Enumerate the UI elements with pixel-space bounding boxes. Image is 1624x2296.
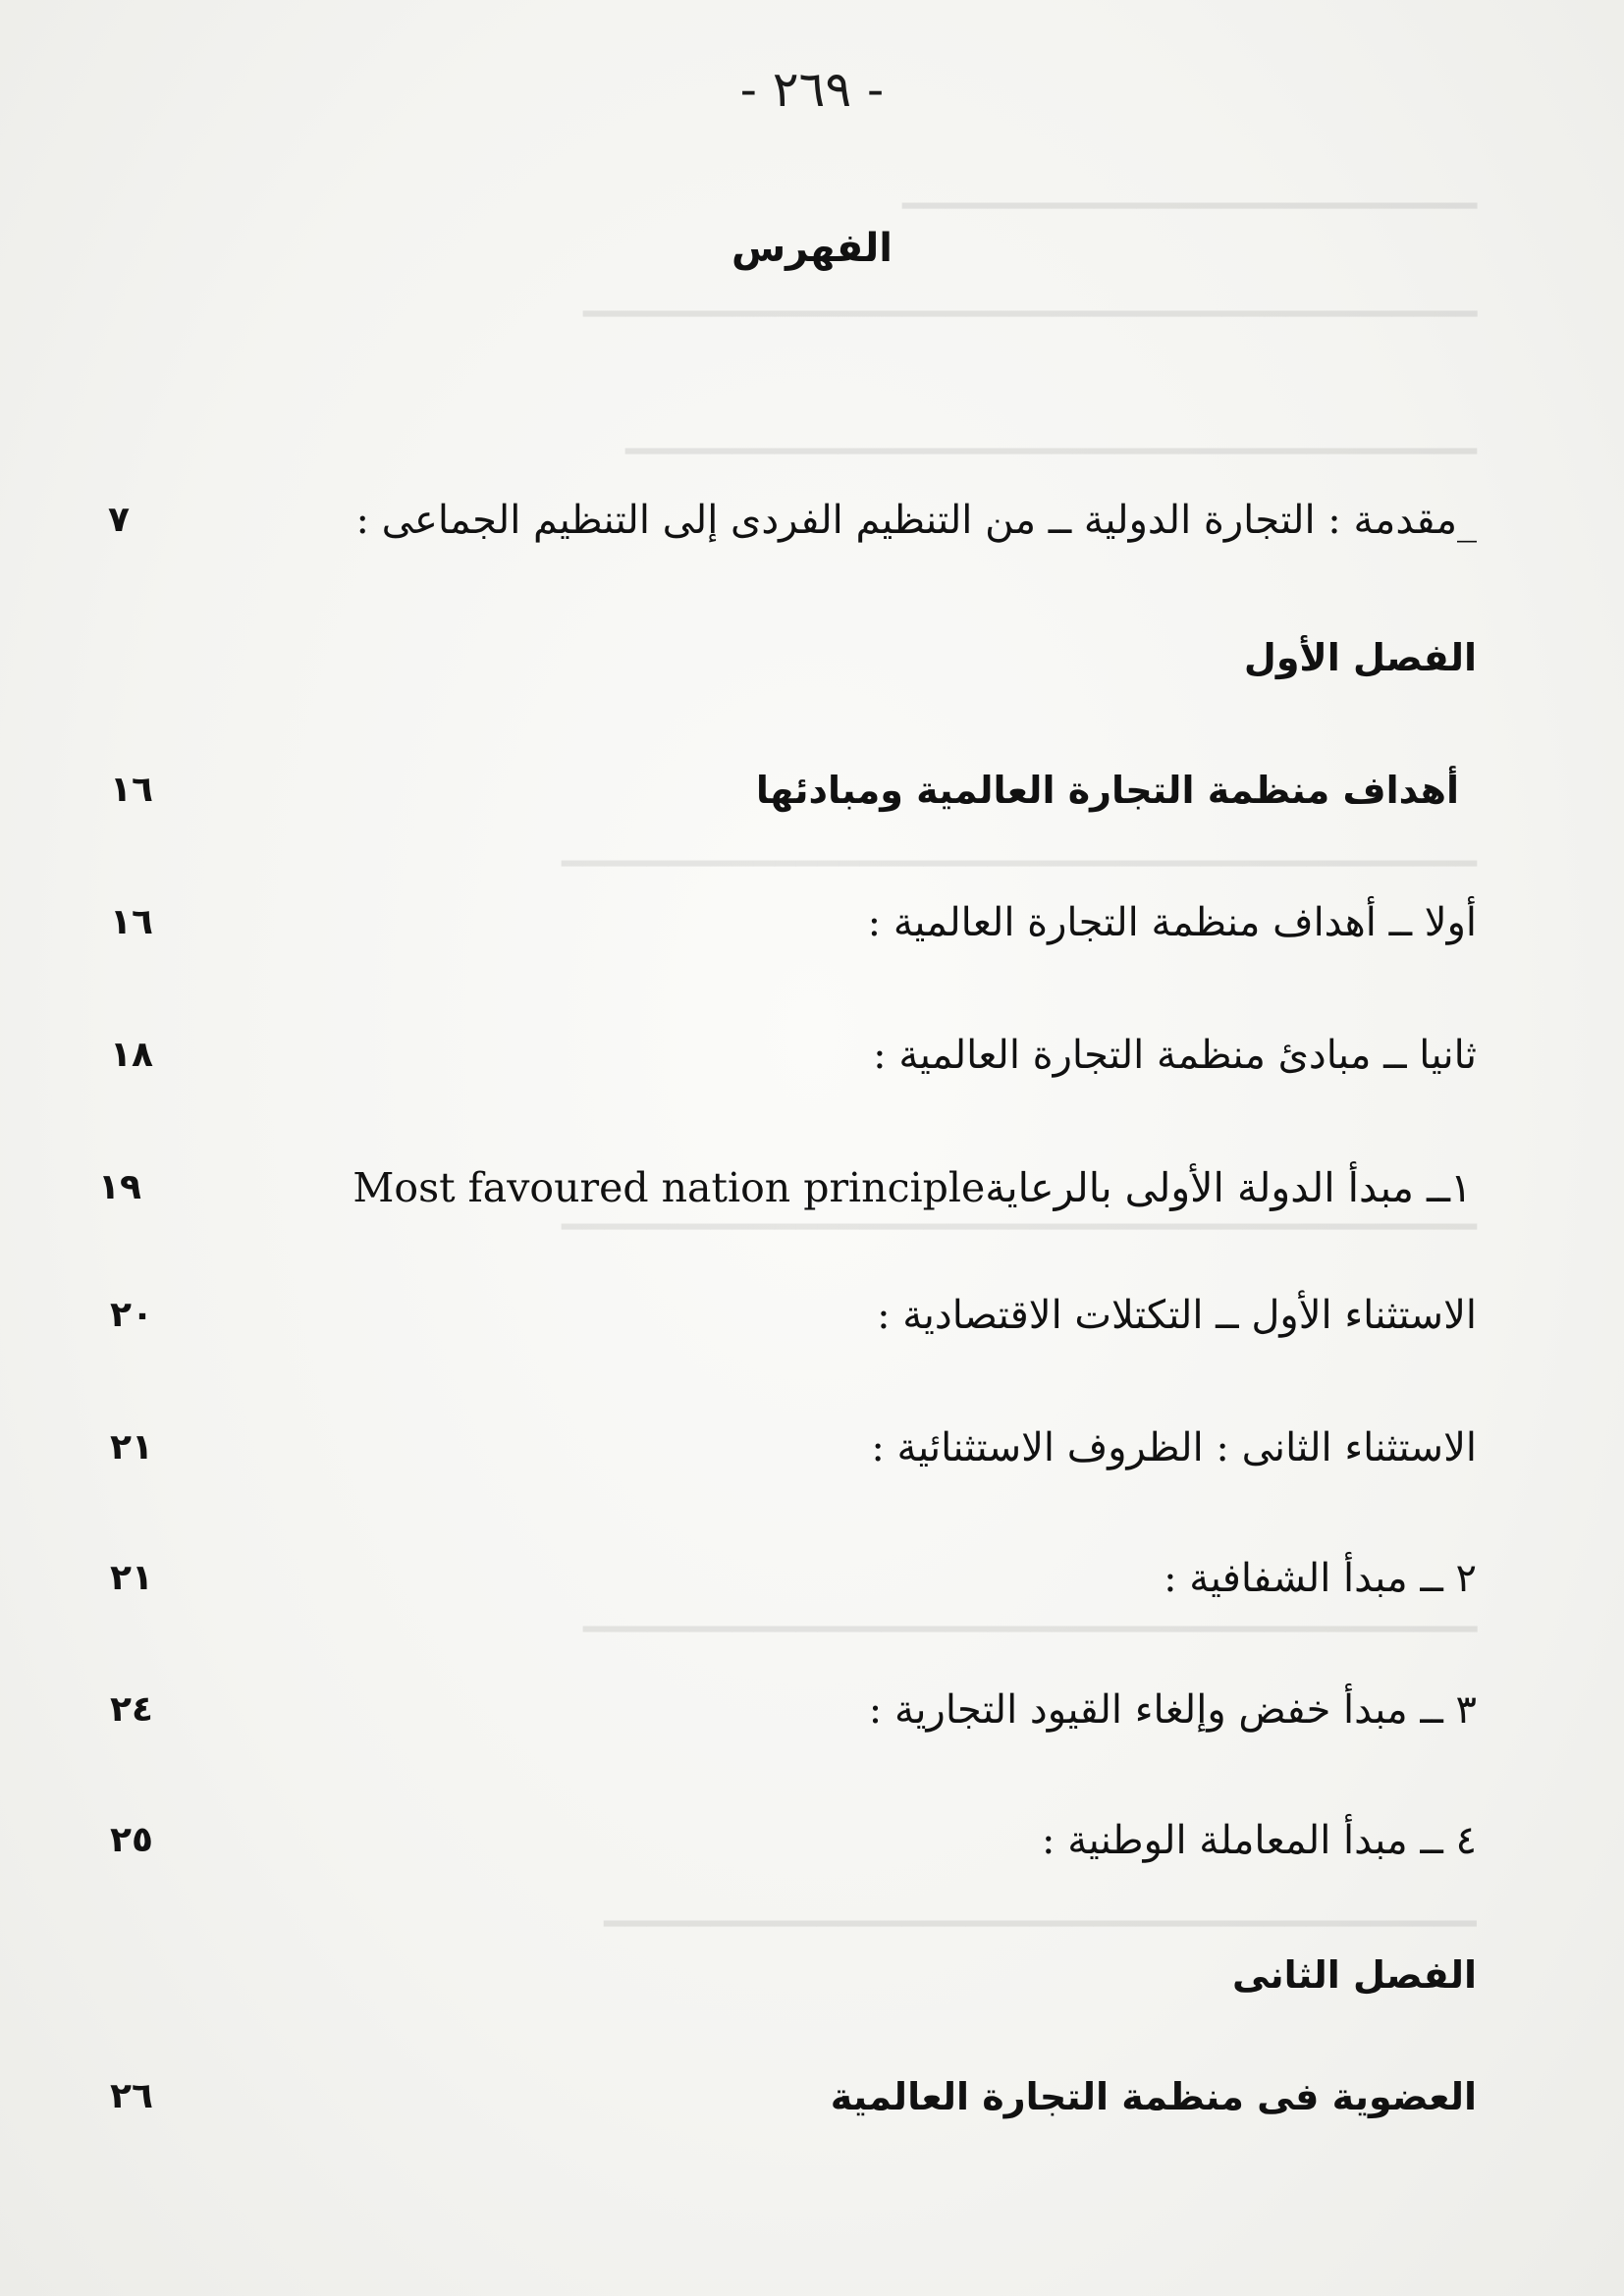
bleed-through-line: ━━━━━━━━━━━━━━━━━━━━━━━━━━━━━━━━━━━━━━━━━━ [582, 1610, 1477, 1650]
toc-entry-page: ٢١ [110, 1558, 153, 1598]
chapter-heading: الفصل الأول [1243, 636, 1477, 679]
toc-entry-text: _مقدمة : التجارة الدولية ــ من التنظيم الفردى إلى التنظيم الجماعى : [355, 498, 1477, 543]
toc-entry-text: الاستثناء الأول ــ التكتلات الاقتصادية : [877, 1293, 1477, 1338]
page-number: - ٢٦٩ - [739, 61, 885, 118]
index-title: الفهرس [731, 226, 893, 271]
toc-row [0, 1811, 1624, 1870]
bleed-through-line: ━━━━━━━━━━━━━━━━━━━━━━━━━━━━━━━━━━━━━━━━ [625, 432, 1477, 472]
toc-entry-page: ٢٦ [110, 2076, 153, 2116]
toc-row [0, 1026, 1624, 1085]
toc-entry-page: ١٦ [110, 902, 153, 942]
toc-entry-text: ثانيا ــ مبادئ منظمة التجارة العالمية : [873, 1033, 1477, 1078]
toc-row [0, 1681, 1624, 1739]
toc-entry-page: ١٩ [98, 1167, 141, 1207]
toc-row [0, 1158, 1624, 1217]
bleed-through-line: ━━━━━━━━━━━━━━━━━━━━━━━━━━━━━━━━━━━━━━━━━━━ [562, 844, 1477, 884]
toc-entry-text: أولا ــ أهداف منظمة التجارة العالمية : [867, 900, 1477, 945]
bleed-through-line: ━━━━━━━━━━━━━━━━━━━━━━━━━━━━━━━━━━━━━━━━━━━ [562, 1207, 1477, 1248]
toc-row [0, 1549, 1624, 1608]
bleed-through-line: ━━━━━━━━━━━━━━━━━━━━━━━━━━━━━━━━━━━━━━━━━━ [582, 294, 1477, 335]
toc-row [0, 761, 1624, 820]
toc-row [0, 1286, 1624, 1345]
toc-entry-text: ٣ ــ مبدأ خفض وإلغاء القيود التجارية : [868, 1687, 1477, 1733]
toc-row [0, 1418, 1624, 1477]
toc-entry-page: ٢٥ [110, 1820, 153, 1860]
toc-entry-page: ٢٠ [110, 1295, 153, 1335]
toc-entry-text: العضوية فى منظمة التجارة العالمية [830, 2075, 1477, 2118]
toc-row [0, 628, 1624, 687]
toc-entry-text: ٤ ــ مبدأ المعاملة الوطنية : [1042, 1818, 1477, 1863]
toc-entry-page: ٧ [108, 500, 130, 540]
toc-row [0, 893, 1624, 952]
bleed-through-line: ━━━━━━━━━━━━━━━━━━━━━━━━━━━━━━━━━━━━━━━━━ [604, 1904, 1477, 1945]
toc-row [0, 1946, 1624, 2004]
toc-row [0, 491, 1624, 550]
toc-entry-text: الاستثناء الثانى : الظروف الاستثنائية : [871, 1425, 1477, 1470]
toc-entry-text: أهداف منظمة التجارة العالمية ومبادئها [755, 769, 1459, 812]
bleed-through-line: ━━━━━━━━━━━━━━━━━━━━━━━━━━━ [901, 187, 1477, 227]
toc-entry-page: ١٦ [110, 770, 153, 810]
toc-entry-page: ٢٤ [110, 1689, 153, 1730]
chapter-heading: الفصل الثانى [1231, 1953, 1477, 1997]
toc-row [0, 2067, 1624, 2126]
toc-entry-page: ٢١ [110, 1427, 153, 1468]
toc-entry-text: ٢ ــ مبدأ الشفافية : [1164, 1556, 1477, 1601]
toc-entry-text: ١ــ مبدأ الدولة الأولى بالرعايةMost favoured nation principle [352, 1164, 1472, 1211]
toc-entry-page: ١٨ [110, 1035, 153, 1075]
